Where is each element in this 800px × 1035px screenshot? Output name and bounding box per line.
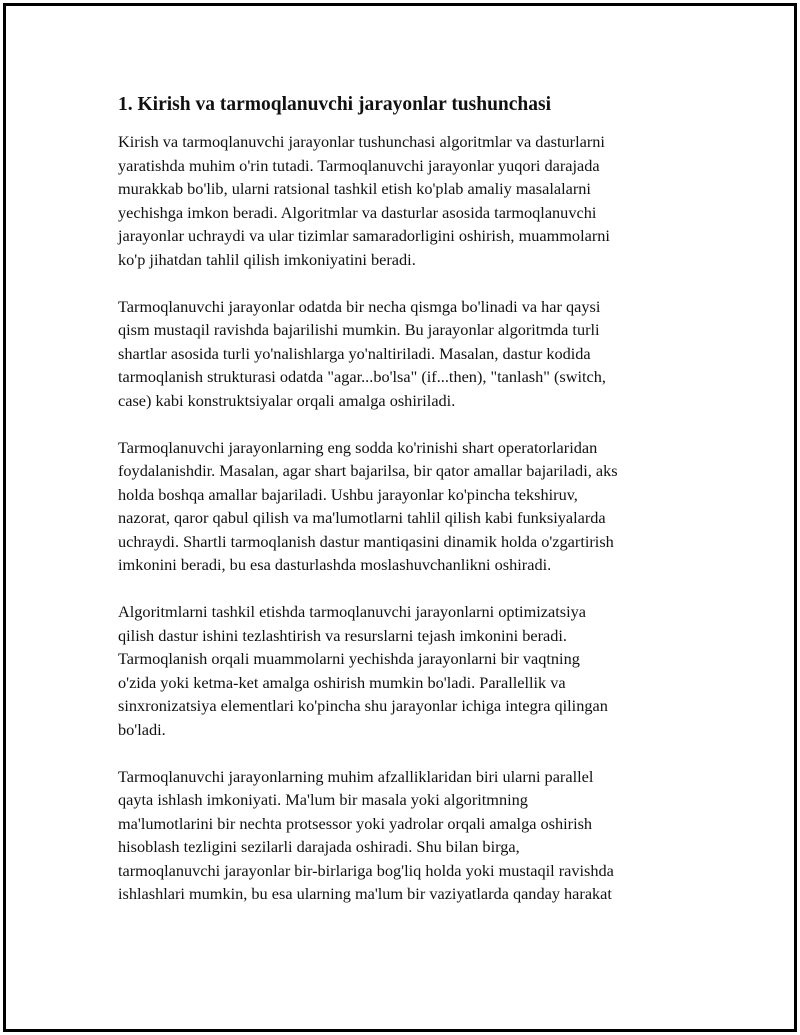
paragraph	[118, 130, 688, 271]
text-line: Tarmoqlanuvchi jarayonlar odatda bir necha qismga bo'linadi va har qaysi	[118, 296, 601, 316]
text-line: murakkab bo'lib, ularni ratsional tashkil etish ko'plab amaliy masalalarni	[118, 179, 591, 198]
text-line: Tarmoqlanish orqali muammolarni yechishda jarayonlarni bir vaqtning	[118, 649, 580, 668]
text-line: tarmoqlanish strukturasi odatda "agar...bo'lsa" (if...then), "tanlash" (switch,	[118, 367, 606, 386]
text-line: o'zida yoki ketma-ket amalga oshirish mumkin bo'ladi. Parallellik va	[118, 672, 566, 692]
text-line: Kirish va tarmoqlanuvchi jarayonlar tushunchasi algoritmlar va dasturlarni	[118, 132, 605, 151]
text-line: nazorat, qaror qabul qilish va ma'lumotlarni tahlil qilish kabi funksiyalarda	[118, 508, 606, 527]
text-line: hisoblash tezligini sezilarli darajada oshiradi. Shu bilan birga,	[118, 837, 520, 856]
text-line: qilish dastur ishini tezlashtirish va resurslarni tejash imkonini beradi.	[118, 625, 568, 645]
text-line: case) kabi konstruktsiyalar orqali amalga oshiriladi.	[118, 390, 456, 410]
paragraph	[118, 600, 688, 741]
text-line: yechishga imkon beradi. Algoritmlar va dasturlar asosida tarmoqlanuvchi	[118, 202, 597, 222]
text-line: foydalanishdir. Masalan, agar shart bajarilsa, bir qator amallar bajariladi, aks	[118, 461, 618, 480]
paragraph	[118, 295, 688, 413]
text-line: uchraydi. Shartli tarmoqlanish dastur mantiqasini dinamik holda o'zgartirish	[118, 531, 614, 551]
text-line: sinxronizatsiya elementlari ko'pincha shu jarayonlar ichiga integra qilingan	[118, 696, 608, 715]
text-line: holda boshqa amallar bajariladi. Ushbu jarayonlar ko'pincha tekshiruv,	[118, 484, 578, 504]
paragraph	[118, 436, 688, 577]
text-line: Algoritmlarni tashkil etishda tarmoqlanuvchi jarayonlarni optimizatsiya	[118, 602, 586, 621]
text-line: ma'lumotlarini bir nechta protsessor yoki yadrolar orqali amalga oshirish	[118, 813, 593, 833]
text-line: yaratishda muhim o'rin tutadi. Tarmoqlanuvchi jarayonlar yuqori darajada	[118, 155, 600, 175]
text-line: shartlar asosida turli yo'nalishlarga yo'naltiriladi. Masalan, dastur kodida	[118, 343, 591, 363]
document-body	[118, 92, 688, 929]
text-line: ishlashlari mumkin, bu esa ularning ma'lum bir vaziyatlarda qanday harakat	[118, 884, 612, 903]
text-line: ko'p jihatdan tahlil qilish imkoniyatini beradi.	[118, 249, 416, 269]
text-line: Tarmoqlanuvchi jarayonlarning muhim afzalliklaridan biri ularni parallel	[118, 766, 594, 786]
text-line: bo'ladi.	[118, 719, 166, 739]
section-heading: 1. Kirish va tarmoqlanuvchi jarayonlar tushunchasi	[118, 94, 552, 115]
text-line: qayta ishlash imkoniyati. Ma'lum bir masala yoki algoritmning	[118, 790, 528, 809]
text-line: qism mustaqil ravishda bajarilishi mumkin. Bu jarayonlar algoritmda turli	[118, 320, 600, 339]
text-line: tarmoqlanuvchi jarayonlar bir-birlariga bog'liq holda yoki mustaqil ravishda	[118, 860, 614, 880]
text-line: jarayonlar uchraydi va ular tizimlar samaradorligini oshirish, muammolarni	[118, 226, 610, 245]
text-line: imkonini beradi, bu esa dasturlashda moslashuvchanlikni oshiradi.	[118, 555, 552, 574]
paragraph	[118, 765, 688, 906]
text-line: Tarmoqlanuvchi jarayonlarning eng sodda ko'rinishi shart operatorlaridan	[118, 437, 598, 457]
